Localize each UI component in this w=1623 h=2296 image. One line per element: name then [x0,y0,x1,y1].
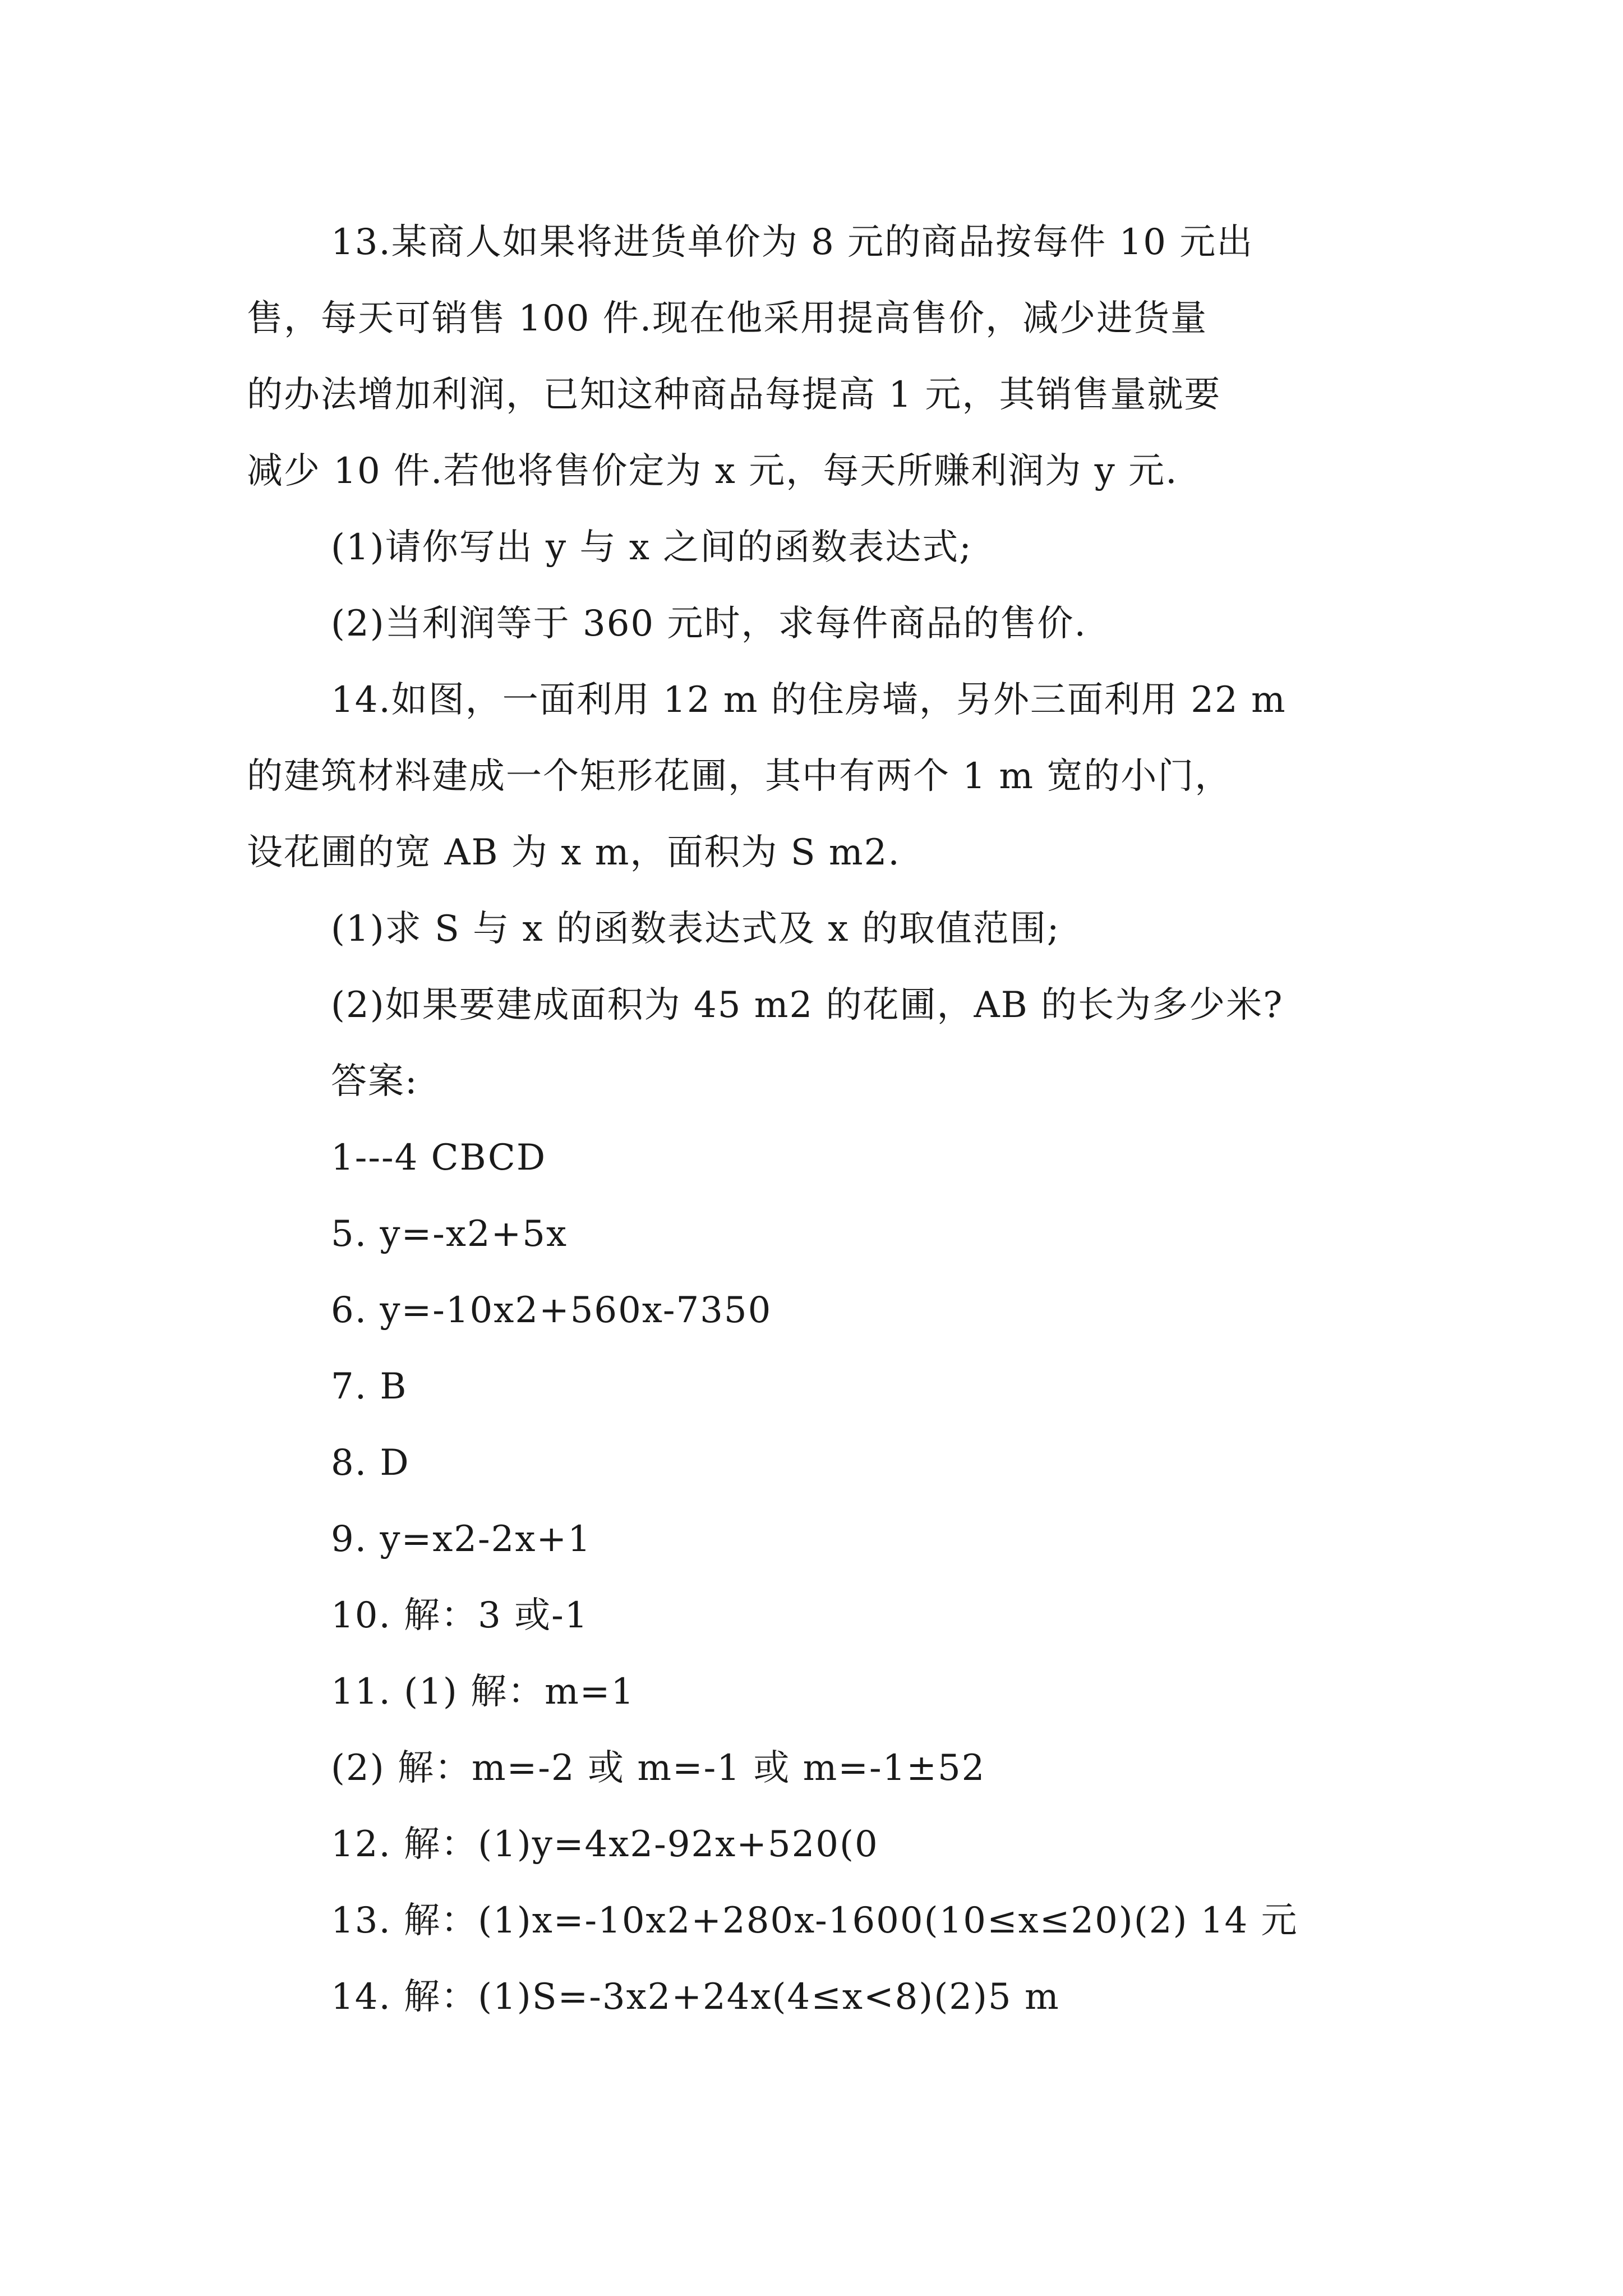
q14-stem-line-2: 的建筑材料建成一个矩形花圃，其中有两个 1 m 宽的小门， [247,756,1232,797]
answer-line-11-part-1: 11. (1) 解：m=1 [331,1671,635,1713]
answer-line-1: 1---4 CBCD [331,1137,547,1179]
answer-line-7: 7. B [331,1366,408,1407]
q13-stem-line-3: 的办法增加利润，已知这种商品每提高 1 元，其销售量就要 [247,374,1221,416]
answer-line-11-part-2: (2) 解：m=-2 或 m=-1 或 m=-1±52 [331,1747,986,1789]
q13-subquestion-2: (2)当利润等于 360 元时，求每件商品的售价. [331,603,1087,645]
q13-subquestion-1: (1)请你写出 y 与 x 之间的函数表达式; [331,527,972,568]
q13-stem-line-1: 13.某商人如果将进货单价为 8 元的商品按每件 10 元出 [331,222,1254,263]
q14-subquestion-2: (2)如果要建成面积为 45 m2 的花圃，AB 的长为多少米? [331,984,1284,1026]
answer-line-13: 13. 解：(1)x=-10x2+280x-1600(10≤x≤20)(2) 14 元 [331,1900,1298,1941]
q13-stem-line-2: 售，每天可销售 100 件.现在他采用提高售价，减少进货量 [247,298,1208,339]
q14-stem-line-1: 14.如图，一面利用 12 m 的住房墙，另外三面利用 22 m [331,679,1287,721]
answer-line-9: 9. y=x2-2x+1 [331,1519,592,1560]
answers-heading: 答案: [331,1061,418,1102]
answer-line-10: 10. 解：3 或-1 [331,1595,589,1636]
answer-line-8: 8. D [331,1442,410,1484]
q14-subquestion-1: (1)求 S 与 x 的函数表达式及 x 的取值范围; [331,908,1061,950]
answer-line-6: 6. y=-10x2+560x-7350 [331,1290,772,1331]
answer-line-14: 14. 解：(1)S=-3x2+24x(4≤x<8)(2)5 m [331,1976,1060,2018]
answer-line-5: 5. y=-x2+5x [331,1213,568,1255]
q14-stem-line-3: 设花圃的宽 AB 为 x m，面积为 S m2. [247,832,901,873]
q13-stem-line-4: 减少 10 件.若他将售价定为 x 元，每天所赚利润为 y 元. [247,450,1178,492]
answer-line-12: 12. 解：(1)y=4x2-92x+520(0 [331,1824,879,1865]
